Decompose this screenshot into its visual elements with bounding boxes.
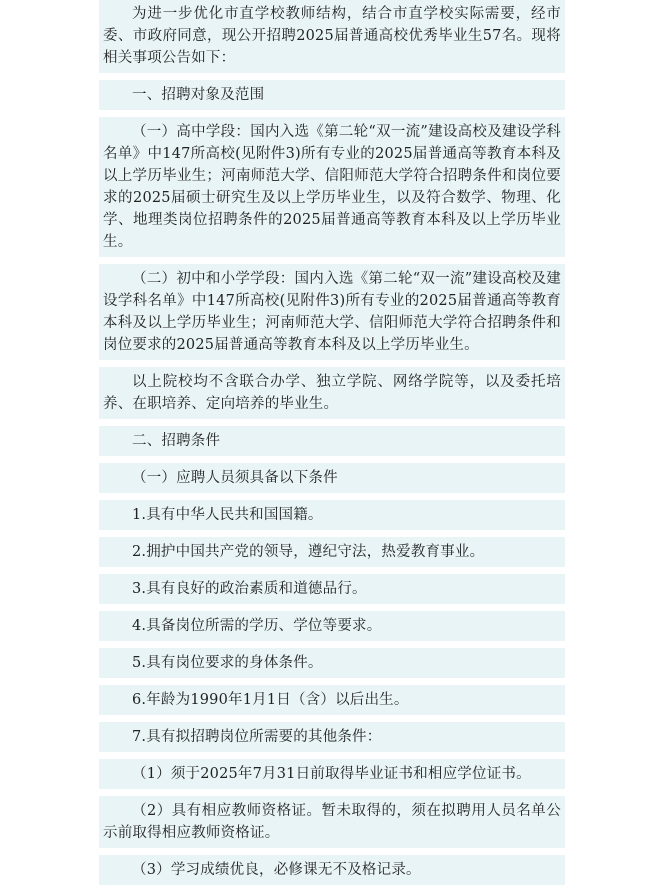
announcement-body: [99, 0, 565, 892]
section-heading-conditions: 二、招聘条件: [99, 426, 565, 456]
condition-item: 1.具有中华人民共和国国籍。: [99, 500, 565, 530]
condition-item: 6.年龄为1990年1月1日（含）以后出生。: [99, 685, 565, 715]
exclusion-note-paragraph: 以上院校均不含联合办学、独立学院、网络学院等，以及委托培养、在职培养、定向培养的毕业生。: [99, 367, 565, 419]
middle-primary-scope-paragraph: （二）初中和小学学段：国内入选《第二轮“双一流”建设高校及建设学科名单》中147所高校(见附件3)所有专业的2025届普通高等教育本科及以上学历毕业生；河南师范大学、信阳师范大学符合招聘条件和岗位要求的2025届普通高等教育本科及以上学历毕业生。: [99, 264, 565, 360]
condition-item: 4.具备岗位所需的学历、学位等要求。: [99, 611, 565, 641]
condition-item: 3.具有良好的政治素质和道德品行。: [99, 574, 565, 604]
intro-paragraph: 为进一步优化市直学校教师结构，结合市直学校实际需要，经市委、市政府同意，现公开招聘2025届普通高校优秀毕业生57名。现将相关事项公告如下：: [99, 0, 565, 73]
high-school-scope-paragraph: （一）高中学段：国内入选《第二轮“双一流”建设高校及建设学科名单》中147所高校(见附件3)所有专业的2025届普通高等教育本科及以上学历毕业生；河南师范大学、信阳师范大学符合招聘条件和岗位要求的2025届硕士研究生及以上学历毕业生，以及符合数学、物理、化学、地理类岗位招聘条件的2025届普通高等教育本科及以上学历毕业生。: [99, 117, 565, 257]
subsection-heading-requirements: （一）应聘人员须具备以下条件: [99, 463, 565, 493]
section-heading-recruitment-targets: 一、招聘对象及范围: [99, 80, 565, 110]
condition-item: 5.具有岗位要求的身体条件。: [99, 648, 565, 678]
sub-condition-item: （3）学习成绩优良，必修课无不及格记录。: [99, 855, 565, 885]
sub-condition-item: （1）须于2025年7月31日前取得毕业证书和相应学位证书。: [99, 759, 565, 789]
sub-condition-item: （2）具有相应教师资格证。暂未取得的，须在拟聘用人员名单公示前取得相应教师资格证。: [99, 796, 565, 848]
condition-item: 2.拥护中国共产党的领导，遵纪守法，热爱教育事业。: [99, 537, 565, 567]
condition-item: 7.具有拟招聘岗位所需要的其他条件：: [99, 722, 565, 752]
